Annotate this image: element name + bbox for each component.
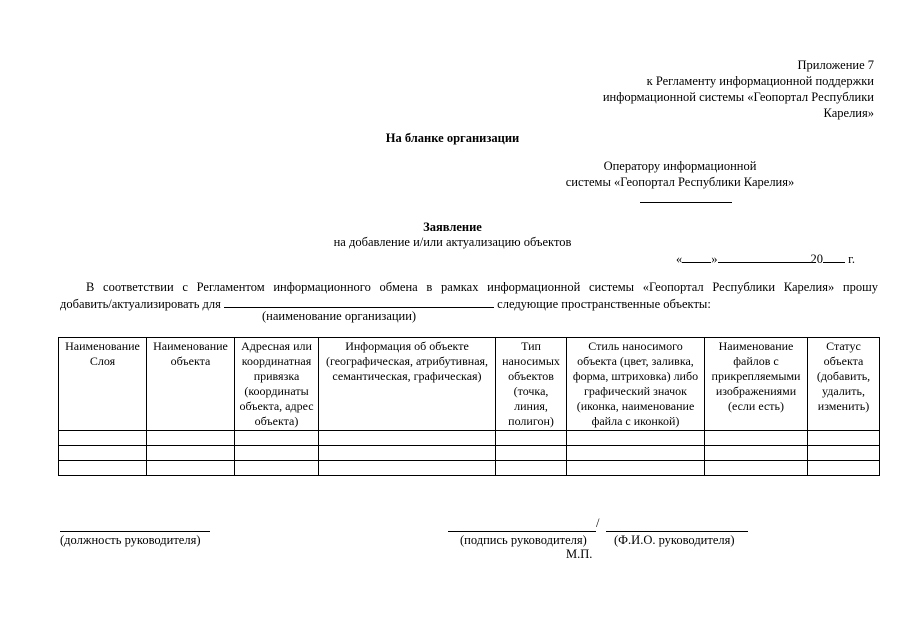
appendix-line: к Регламенту информационной поддержки — [646, 74, 874, 88]
date-year-suffix: г. — [848, 252, 855, 266]
addressee-line: системы «Геопортал Республики Карелия» — [565, 175, 795, 189]
addressee-line: Оператору информационной — [603, 159, 757, 173]
table-cell[interactable] — [319, 461, 496, 476]
table-row — [59, 461, 880, 476]
appendix-reference — [454, 57, 874, 121]
date-year-blank[interactable] — [823, 250, 845, 263]
request-body — [60, 280, 878, 312]
table-cell[interactable] — [496, 446, 567, 461]
signature-slash: / — [596, 516, 600, 530]
date-open-quote: « — [676, 252, 683, 266]
table-cell[interactable] — [705, 446, 808, 461]
table-cell[interactable] — [567, 461, 705, 476]
table-cell[interactable] — [496, 431, 567, 446]
table-cell[interactable] — [59, 431, 147, 446]
letterhead-note: На бланке организации — [385, 131, 520, 145]
table-cell[interactable] — [496, 461, 567, 476]
column-header: Тип наносимых объектов (точка, линия, полигон) — [496, 338, 567, 431]
table-cell[interactable] — [319, 431, 496, 446]
table-cell[interactable] — [235, 446, 319, 461]
table-cell[interactable] — [59, 461, 147, 476]
organization-name-blank[interactable] — [224, 295, 494, 308]
appendix-line: информационной системы «Геопортал Республики — [602, 90, 874, 104]
table-cell[interactable] — [147, 431, 235, 446]
table-cell[interactable] — [567, 431, 705, 446]
body-line2-start: добавить/актуализировать для — [60, 297, 221, 311]
date-year-prefix: 20 — [810, 252, 823, 266]
table-cell[interactable] — [808, 431, 880, 446]
column-header: Стиль наносимого объекта (цвет, заливка, форма, штриховка) либо графический значок (иконка, наименование файла с иконкой) — [567, 338, 705, 431]
body-line — [60, 295, 878, 312]
date-day-blank[interactable] — [682, 250, 711, 263]
column-header: Информация об объекте (географическая, атрибутивная, семантическая, графическая) — [319, 338, 496, 431]
column-header: Наименование файлов с прикрепляемыми изображениями (если есть) — [705, 338, 808, 431]
addressee — [540, 158, 820, 190]
column-header: Наименование объекта — [147, 338, 235, 431]
document-title — [0, 220, 905, 250]
table-cell[interactable] — [235, 431, 319, 446]
signature-line[interactable] — [448, 531, 596, 532]
position-signature-line[interactable] — [60, 531, 210, 532]
objects-table — [58, 337, 880, 476]
table-cell[interactable] — [705, 431, 808, 446]
column-header: Статус объекта (добавить, удалить, изменить) — [808, 338, 880, 431]
stamp-place: М.П. — [566, 547, 593, 561]
body-line: В соответствии с Регламентом информационного обмена в рамках информационной системы «Геопортал Республики Карелия» прошу — [86, 280, 878, 294]
appendix-line: Карелия» — [823, 106, 874, 120]
table-cell[interactable] — [147, 446, 235, 461]
table-cell[interactable] — [235, 461, 319, 476]
table-row — [59, 446, 880, 461]
position-caption: (должность руководителя) — [60, 533, 201, 547]
title-sub: на добавление и/или актуализацию объектов — [333, 235, 572, 249]
title-main: Заявление — [423, 220, 482, 234]
table-cell[interactable] — [808, 446, 880, 461]
organization-caption: (наименование организации) — [262, 309, 417, 323]
table-row — [59, 431, 880, 446]
column-header: Наименование Слоя — [59, 338, 147, 431]
table-header-row — [59, 338, 880, 431]
table-cell[interactable] — [319, 446, 496, 461]
fio-signature-line[interactable] — [606, 531, 748, 532]
table-cell[interactable] — [567, 446, 705, 461]
date-field — [676, 250, 855, 268]
column-header: Адресная или координатная привязка (координаты объекта, адрес объекта) — [235, 338, 319, 431]
table-cell[interactable] — [705, 461, 808, 476]
table-cell[interactable] — [808, 461, 880, 476]
table-cell[interactable] — [147, 461, 235, 476]
fio-caption: (Ф.И.О. руководителя) — [614, 533, 735, 547]
addressee-underline[interactable] — [640, 202, 732, 203]
signature-caption: (подпись руководителя) — [460, 533, 587, 547]
date-close-quote: » — [711, 252, 718, 266]
date-month-blank[interactable] — [718, 250, 811, 263]
body-line2-end: следующие пространственные объекты: — [497, 297, 711, 311]
table-cell[interactable] — [59, 446, 147, 461]
appendix-line: Приложение 7 — [797, 58, 874, 72]
